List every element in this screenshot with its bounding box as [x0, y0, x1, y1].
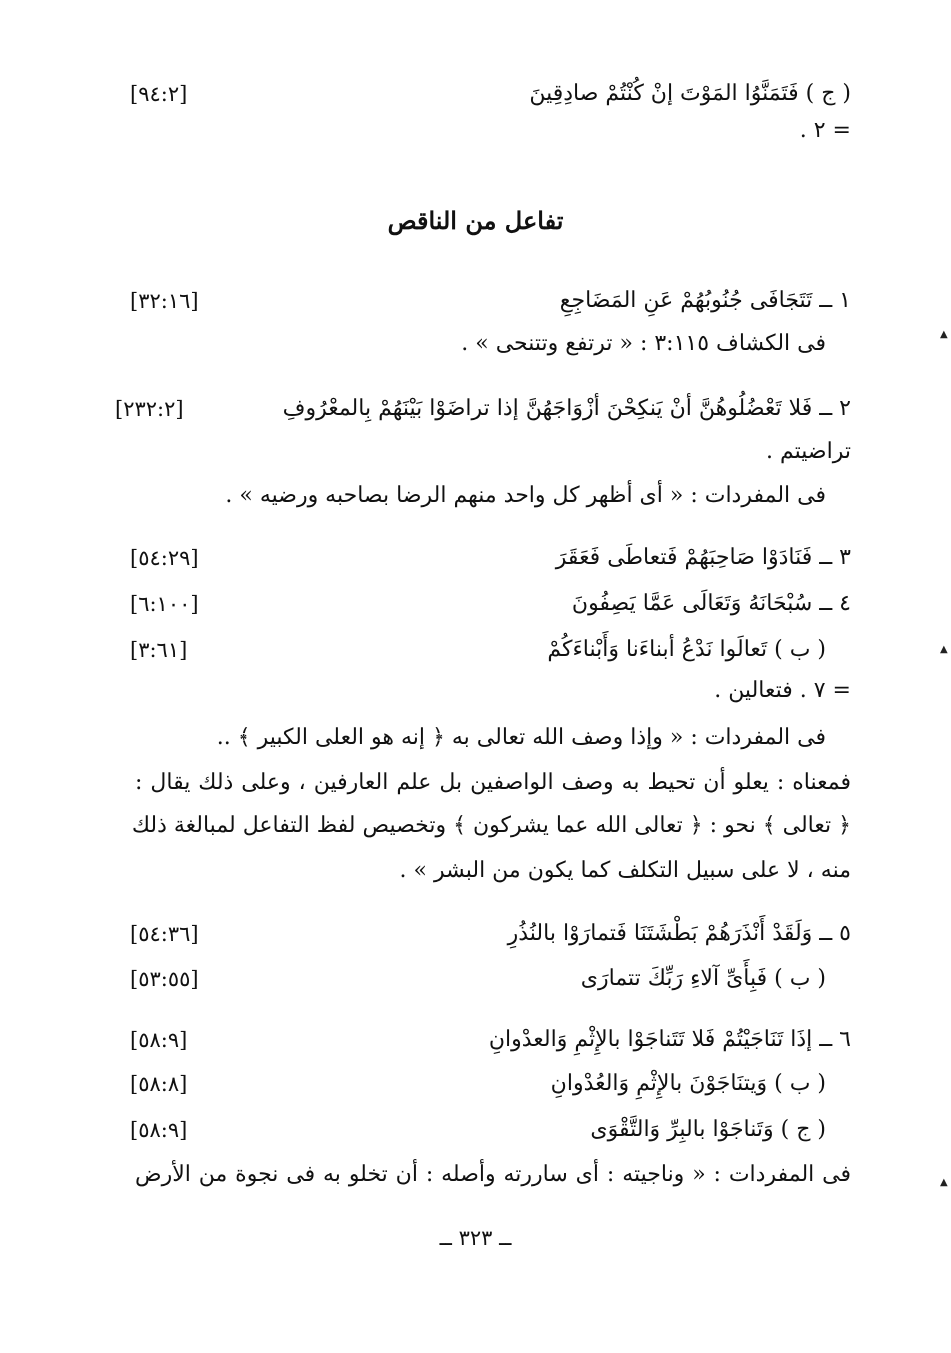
entry-line	[0, 632, 951, 668]
verse-text: ٤ ــ سُبْحَانَهُ وَتَعَالَى عَمَّا يَصِفُونَ	[571, 591, 851, 616]
commentary-text: منه ، لا على سبيل التكلف كما يكون من البشر » .	[399, 858, 851, 883]
entry-line	[0, 283, 951, 319]
commentary-line	[0, 326, 951, 362]
margin-mark-icon: ▲	[940, 1177, 948, 1188]
margin-mark-icon: ▲	[940, 329, 948, 340]
entry-line	[0, 1022, 951, 1058]
commentary-line	[0, 1157, 951, 1193]
verse-reference: [٣٢:١٦]	[130, 289, 199, 313]
equals-line	[0, 113, 951, 149]
verse-text: ( ب ) وَيتنَاجَوْنَ بالإِثْمِ وَالعُدْوانِ	[550, 1071, 826, 1096]
verse-reference: [٥٣:٥٥]	[130, 967, 199, 991]
entry-line	[0, 916, 951, 952]
section-heading: تفاعل من الناقص	[387, 206, 564, 235]
commentary-text: فمعناه : يعلو أن تحيط به وصف الواصفين بل علم العارفين ، وعلى ذلك يقال :	[135, 770, 851, 795]
commentary-line	[0, 765, 951, 801]
equals-note: = ٧ . فتعالين .	[714, 678, 851, 703]
commentary-text: فى الكشاف ٣:١١٥ : « ترتفع وتتنحى » .	[461, 331, 826, 356]
verse-reference: [٢٣٢:٢]	[115, 397, 184, 421]
entry-line	[0, 586, 951, 622]
verse-text: ١ ــ تَتَجَافَى جُنُوبُهُمْ عَنِ المَضَاجِعِ	[559, 288, 851, 313]
page-number: ــ ٣٢٣ ــ	[439, 1226, 512, 1250]
verse-text: ( ج ) وَتَناجَوْا بالبِرِّ وَالتَّقْوَى	[590, 1117, 826, 1142]
verse-text: ٦ ــ إذَا تَنَاجَيْتُمْ فَلا تَتَناجَوْا بالإِثْمِ وَالعدْوانِ	[488, 1027, 851, 1052]
verse-reference: [٩٤:٢]	[130, 82, 188, 106]
commentary-text: فى المفردات : « وناجيته : أى ساررته وأصله : أن تخلو به فى نجوة من الأرض	[135, 1162, 851, 1187]
verse-reference: [٣:٦١]	[130, 638, 188, 662]
continuation-line	[0, 434, 951, 470]
commentary-line	[0, 808, 951, 844]
commentary-text: فى المفردات : « وإذا وصف الله تعالى به ﴿ إنه هو العلى الكبير ﴾ ..	[216, 725, 826, 750]
margin-mark-icon: ▲	[940, 644, 948, 655]
entry-line	[0, 1066, 951, 1102]
entry-line	[0, 1112, 951, 1148]
verse-reference: [٥٤:٢٩]	[130, 546, 199, 570]
entry-line	[0, 391, 951, 427]
commentary-text: فى المفردات : « أى أظهر كل واحد منهم الرضا بصاحبه ورضيه » .	[225, 483, 826, 508]
commentary-text: ﴿ تعالى ﴾ نحو : ﴿ تعالى الله عما يشركون ﴾ وتخصيص لفظ التفاعل لمبالغة ذلك	[131, 813, 851, 838]
verse-text: ( ج ) فَتَمَنَّوُا المَوْتَ إنْ كُنْتُمْ صادِقِينَ	[529, 81, 851, 106]
commentary-line	[0, 853, 951, 889]
verse-reference: [٥٨:٨]	[130, 1072, 188, 1096]
verse-reference: [٥٨:٩]	[130, 1118, 188, 1142]
equals-line	[0, 673, 951, 709]
verse-text: ( ب ) فَبِأَىِّ آلاءِ رَبِّكَ تتمارَى	[580, 966, 826, 991]
commentary-line	[0, 720, 951, 756]
entry-line	[0, 961, 951, 997]
verse-text: ٢ ــ فَلا تَعْضُلُوهُنَّ أنْ يَنكِحْنَ أزْوَاجَهُنَّ إذا تراضَوْا بَيْنَهُمْ بِالمعْرُوفِ	[282, 396, 851, 421]
verse-text: ٥ ــ وَلَقَدْ أَنْذَرَهُمْ بَطْشَتَنَا فَتمارَوْا بالنُذُرِ	[507, 921, 851, 946]
equals-note: = ٢ .	[799, 118, 851, 143]
verse-reference: [٦:١٠٠]	[130, 592, 199, 616]
entry-line	[0, 540, 951, 576]
verse-text: ( ب ) تَعالَوا نَدْعُ أبناءَنا وَأَبْناءَكُمْ	[547, 637, 826, 662]
verse-reference: [٥٨:٩]	[130, 1028, 188, 1052]
verse-text: ٣ ــ فَنَادَوْا صَاحِبَهُمْ فَتعاطَى فَعَقَرَ	[555, 545, 851, 570]
commentary-line	[0, 478, 951, 514]
verse-reference: [٥٤:٣٦]	[130, 922, 199, 946]
entry-line	[0, 76, 951, 112]
continuation-text: تراضيتم .	[766, 439, 851, 464]
